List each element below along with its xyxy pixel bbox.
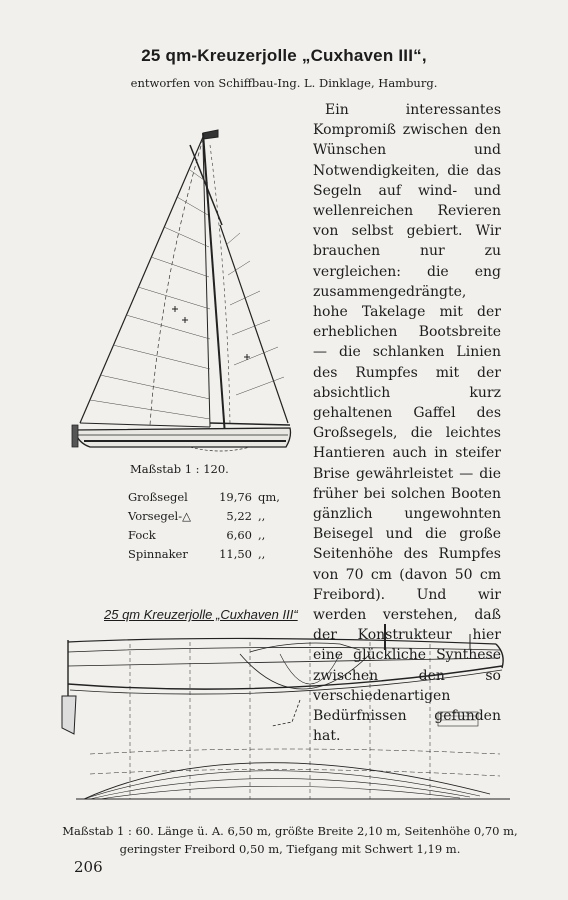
table-row <box>128 545 288 564</box>
sail-plan-drawing <box>60 125 300 455</box>
sail-area: 5,22 <box>226 509 252 523</box>
hull-profile <box>74 428 291 447</box>
pennant-shape <box>203 130 218 139</box>
table-row <box>128 488 288 507</box>
sail-area: 11,50 <box>219 547 252 561</box>
table-row <box>128 526 288 545</box>
dimensions-caption: Maßstab 1 : 60. Länge ü. A. 6,50 m, größte Breite 2,10 m, Seitenhöhe 0,70 m, geringster Freibord 0,50 m, Tiefgang mit Schwert 1,19 m. <box>62 824 518 856</box>
sail-unit: ,, <box>258 547 266 561</box>
sail-name: Fock <box>128 528 156 542</box>
sail-unit: qm, <box>258 490 280 504</box>
body-paragraph: Ein interessantes Kompromiß zwischen den Wünschen und Notwendigkeiten, die das Segeln auf wind- und wellenreichen Revieren von selbst gebiert. Wir brauchen nur zu vergleichen: die eng zusammengedrängte, hohe Takelage mit der erheblichen Bootsbreite — die schlanken Linien des Rumpfes mit der absichtlich kurz gehaltenen Gaffel des Großsegels, die leichtes Hantieren auch in steifer Brise gewährleistet — die früher bei solchen Booten gänzlich ungewohnten Beisegel und die große Seitenhöhe des Rumpfes von 70 cm (davon 50 cm Freibord). Und wir werden verstehen, daß der Konstrukteur hier eine glückliche Synthese zwischen den so verschiedenartigen Bedürfnissen gefunden hat. <box>313 102 501 745</box>
sail-name: Vorsegel-△ <box>128 509 191 523</box>
sail-plan-scale: Maßstab 1 : 120. <box>130 462 229 476</box>
sail-unit: ,, <box>258 528 266 542</box>
designer-subtitle: entworfen von Schiffbau-Ing. L. Dinklage, Hamburg. <box>130 76 438 90</box>
sail-name: Großsegel <box>128 490 188 504</box>
page-title: 25 qm-Kreuzerjolle „Cuxhaven III“, <box>141 46 427 65</box>
table-row <box>128 507 288 526</box>
sail-area: 6,60 <box>226 528 252 542</box>
lines-plan-drawing <box>40 604 520 809</box>
sail-area-table <box>128 488 288 564</box>
page-number: 206 <box>74 858 103 876</box>
sail-unit: ,, <box>258 509 266 523</box>
sail-name: Spinnaker <box>128 547 188 561</box>
sail-area: 19,76 <box>219 490 252 504</box>
lines-plan-title: 25 qm Kreuzerjolle „Cuxhaven III“ <box>104 607 298 622</box>
